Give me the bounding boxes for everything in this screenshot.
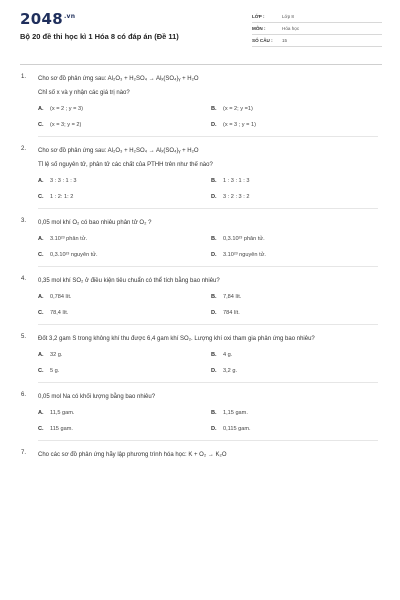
answer-option[interactable] <box>38 368 211 374</box>
meta-key: LỚP : <box>252 14 265 19</box>
question-item <box>0 392 400 441</box>
meta-row-count <box>252 35 382 47</box>
answer-options <box>38 294 378 316</box>
question-divider <box>38 382 378 383</box>
meta-key: SỐ CÂU : <box>252 38 273 43</box>
option-letter: A. <box>38 106 44 112</box>
option-text: 784 lít. <box>223 310 240 316</box>
option-letter: A. <box>38 352 44 358</box>
question-number: 1. <box>21 74 27 80</box>
option-text: 3,2 g. <box>223 368 237 374</box>
answer-option[interactable] <box>38 194 211 200</box>
answer-option[interactable] <box>38 252 211 258</box>
option-letter: D. <box>211 252 217 258</box>
option-text: 32 g. <box>50 352 63 358</box>
answer-option[interactable] <box>211 368 384 374</box>
answer-option[interactable] <box>38 352 211 358</box>
option-text: 0,784 lít. <box>50 294 72 300</box>
answer-options <box>38 236 378 258</box>
answer-option[interactable] <box>211 294 384 300</box>
option-letter: B. <box>211 178 217 184</box>
answer-option[interactable] <box>211 122 384 128</box>
option-text: 7,84 lít. <box>223 294 242 300</box>
answer-options <box>38 106 378 128</box>
question-number: 6. <box>21 392 27 398</box>
option-letter: A. <box>38 294 44 300</box>
answer-option[interactable] <box>38 294 211 300</box>
meta-value: Lớp 8 <box>282 14 294 19</box>
document-title: Bộ 20 đề thi học kì 1 Hóa 8 có đáp án (Đề 11) <box>20 32 179 41</box>
header-divider <box>20 64 382 65</box>
question-item <box>0 146 400 209</box>
question-item <box>0 450 400 460</box>
question-item <box>0 276 400 325</box>
answer-option[interactable] <box>38 106 211 112</box>
meta-value: 15 <box>282 38 288 43</box>
question-number: 4. <box>21 276 27 282</box>
option-text: 115 gam. <box>50 426 73 432</box>
option-text: 11,5 gam. <box>50 410 75 416</box>
answer-option[interactable] <box>38 310 211 316</box>
option-text: 0,3.10²³ phân tử. <box>223 236 265 242</box>
option-text: 5 g. <box>50 368 60 374</box>
question-divider <box>38 136 378 137</box>
question-text: Cho các sơ đồ phản ứng hãy lập phương trình hóa học: K + O₂ → K₂O <box>38 452 227 458</box>
question-item <box>0 218 400 267</box>
question-number: 5. <box>21 334 27 340</box>
meta-row-subject <box>252 23 382 35</box>
option-letter: D. <box>211 194 217 200</box>
option-letter: D. <box>211 426 217 432</box>
option-text: (x = 3; y = 2) <box>50 122 82 128</box>
option-text: 3 : 2 : 3 : 2 <box>223 194 250 200</box>
option-letter: B. <box>211 294 217 300</box>
option-letter: C. <box>38 122 44 128</box>
logo-text: 2048 <box>20 10 63 28</box>
logo-tld: .vn <box>63 13 76 20</box>
meta-value: Hóa học <box>282 26 300 31</box>
option-text: 3.10²³ phân tử. <box>50 236 88 242</box>
option-text: (x = 2 ; y = 3) <box>50 106 83 112</box>
option-text: 3.10²³ nguyên tử. <box>223 252 266 258</box>
question-subtext: Chỉ số x và y nhận các giá trị nào? <box>38 90 130 96</box>
question-number: 7. <box>21 450 27 456</box>
question-number: 3. <box>21 218 27 224</box>
option-text: 4 g. <box>223 352 233 358</box>
question-text: 0,05 mol khí O₂ có bao nhiêu phân tử O₂ ? <box>38 220 152 226</box>
option-letter: B. <box>211 106 217 112</box>
question-number: 2. <box>21 146 27 152</box>
answer-option[interactable] <box>211 352 384 358</box>
question-item <box>0 74 400 137</box>
question-divider <box>38 208 378 209</box>
option-letter: A. <box>38 178 44 184</box>
question-divider <box>38 266 378 267</box>
question-list <box>0 74 400 469</box>
option-letter: A. <box>38 410 44 416</box>
answer-option[interactable] <box>211 310 384 316</box>
answer-options <box>38 352 378 374</box>
answer-option[interactable] <box>211 252 384 258</box>
option-letter: B. <box>211 410 217 416</box>
question-item <box>0 334 400 383</box>
answer-option[interactable] <box>211 426 384 432</box>
option-letter: B. <box>211 236 217 242</box>
option-letter: D. <box>211 122 217 128</box>
option-text: 0,115 gam. <box>223 426 251 432</box>
option-letter: C. <box>38 368 44 374</box>
answer-option[interactable] <box>38 410 211 416</box>
question-text: 0,05 mol Na có khối lượng bằng bao nhiêu? <box>38 394 156 400</box>
meta-row-class <box>252 11 382 23</box>
option-letter: D. <box>211 368 217 374</box>
answer-option[interactable] <box>211 178 384 184</box>
answer-option[interactable] <box>38 236 211 242</box>
question-text: Cho sơ đồ phản ứng sau: Al₂O₃ + H₂SO₄ → Alₓ(SO₄)ᵧ + H₂O <box>38 148 199 154</box>
option-text: 1 : 2: 1: 2 <box>50 194 74 200</box>
question-subtext: Tỉ lệ số nguyên tử, phân tử các chất của PTHH trên như thế nào? <box>38 162 213 168</box>
site-logo[interactable] <box>20 10 75 28</box>
answer-option[interactable] <box>38 178 211 184</box>
option-text: 3 : 3 : 1 : 3 <box>50 178 77 184</box>
meta-table <box>252 11 382 47</box>
option-letter: D. <box>211 310 217 316</box>
option-letter: A. <box>38 236 44 242</box>
question-divider <box>38 440 378 441</box>
option-letter: B. <box>211 352 217 358</box>
answer-options <box>38 178 378 200</box>
option-text: 0,3.10²³ nguyên tử. <box>50 252 98 258</box>
option-letter: C. <box>38 252 44 258</box>
meta-key: MÔN : <box>252 26 266 31</box>
answer-option[interactable] <box>211 236 384 242</box>
option-text: (x = 2; y =1) <box>223 106 253 112</box>
question-text: Đốt 3,2 gam S trong không khí thu được 6,4 gam khí SO₂. Lượng khí oxi tham gia phản ứng bao nhiêu? <box>38 336 315 342</box>
option-text: 78,4 lít. <box>50 310 69 316</box>
answer-option[interactable] <box>211 194 384 200</box>
option-letter: C. <box>38 426 44 432</box>
answer-option[interactable] <box>211 106 384 112</box>
answer-option[interactable] <box>211 410 384 416</box>
page-header <box>0 0 400 64</box>
answer-options <box>38 410 378 432</box>
option-text: (x = 3 ; y = 1) <box>223 122 256 128</box>
question-text: 0,35 mol khí SO₂ ở điều kiện tiêu chuẩn có thể tích bằng bao nhiêu? <box>38 278 220 284</box>
answer-option[interactable] <box>38 122 211 128</box>
question-divider <box>38 324 378 325</box>
option-text: 1 : 3 : 1 : 3 <box>223 178 250 184</box>
option-text: 1,15 gam. <box>223 410 248 416</box>
option-letter: C. <box>38 194 44 200</box>
question-text: Cho sơ đồ phản ứng sau: Al₂O₃ + H₂SO₄ → Alₓ(SO₄)ᵧ + H₂O <box>38 76 199 82</box>
answer-option[interactable] <box>38 426 211 432</box>
option-letter: C. <box>38 310 44 316</box>
